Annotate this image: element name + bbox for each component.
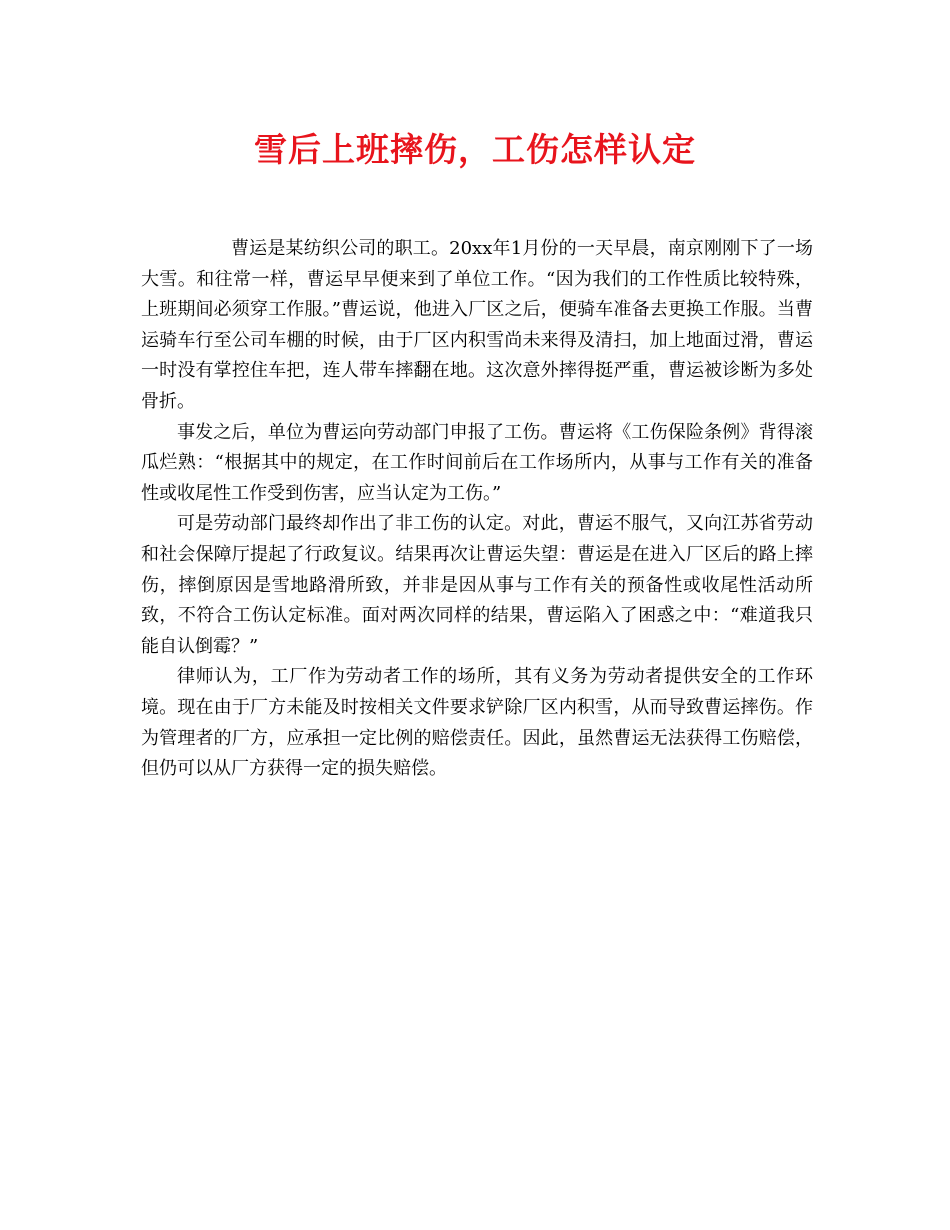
paragraph-2: 事发之后，单位为曹运向劳动部门申报了工伤。曹运将《工伤保险条例》背得滚瓜烂熟：“根据其中的规定，在工作时间前后在工作场所内，从事与工作有关的准备性或收尾性工作受到伤害，应当认定为工伤。”: [141, 421, 813, 504]
document-title: 雪后上班摔伤，工伤怎样认定: [254, 130, 696, 169]
document-body: [141, 234, 813, 785]
paragraph-3: 可是劳动部门最终却作出了非工伤的认定。对此，曹运不服气，又向江苏省劳动和社会保障厅提起了行政复议。结果再次让曹运失望：曹运是在进入厂区后的路上摔伤，摔倒原因是雪地路滑所致，并非是因从事与工作有关的预备性或收尾性活动所致，不符合工伤认定标准。面对两次同样的结果，曹运陷入了困惑之中：“难道我只能自认倒霉？”: [141, 513, 813, 657]
paragraph-1: 曹运是某纺织公司的职工。20xx年1月份的一天早晨，南京刚刚下了一场大雪。和往常一样，曹运早早便来到了单位工作。“因为我们的工作性质比较特殊，上班期间必须穿工作服。”曹运说，他进入厂区之后，便骑车准备去更换工作服。当曹运骑车行至公司车棚的时候，由于厂区内积雪尚未来得及清扫，加上地面过滑，曹运一时没有掌控住车把，连人带车摔翻在地。这次意外摔得挺严重，曹运被诊断为多处骨折。: [141, 238, 813, 412]
paragraph-4: 律师认为，工厂作为劳动者工作的场所，其有义务为劳动者提供安全的工作环境。现在由于厂方未能及时按相关文件要求铲除厂区内积雪，从而导致曹运摔伤。作为管理者的厂方，应承担一定比例的赔偿责任。因此，虽然曹运无法获得工伤赔偿，但仍可以从厂方获得一定的损失赔偿。: [141, 666, 813, 780]
